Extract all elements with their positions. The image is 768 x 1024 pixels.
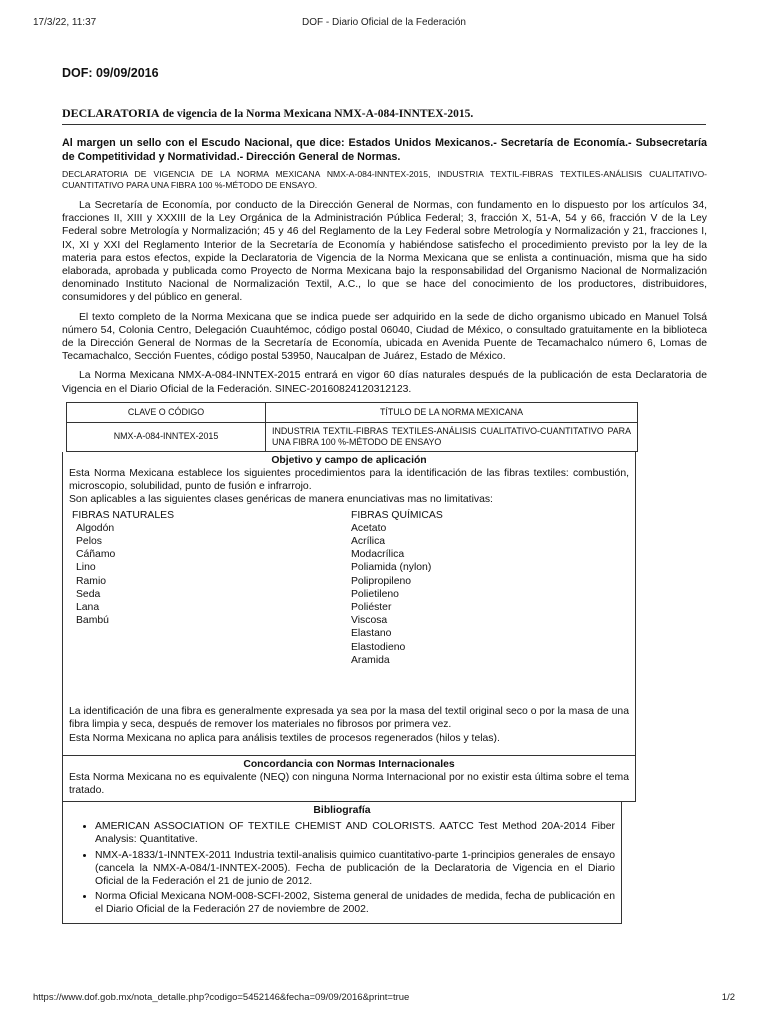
fibras-quimicas: [348, 509, 627, 667]
list-item: Acrílica: [351, 536, 386, 548]
declaratoria-rest: de vigencia de la Norma Mexicana NMX-A-084-INNTEX-2015.: [159, 108, 474, 120]
norma-table: [66, 402, 638, 452]
norma-title: INDUSTRIA TEXTIL-FIBRAS TEXTILES-ANÁLISIS CUALITATIVO-CUANTITATIVO PARA UNA FIBRA 100 %-MÉTODO DE ENSAYO: [266, 423, 638, 452]
list-item: Polietileno: [351, 588, 399, 600]
table-header-row: [67, 402, 638, 422]
paragraph: El texto completo de la Norma Mexicana que se indica puede ser adquirido en la sede de dicho organismo ubicado en Manuel Tolsá número 54, Colonia Centro, Delegación Cuauhtémoc, código postal 06040, Ciudad de México, o consultado gratuitamente en la biblioteca de la Dirección General de Normas de la Secretaría de Economía, ubicada en Avenida Puente de Tecamachalco número 6, Lomas de Tecamachalco, Sección Fuentes, código postal 53950, Naucalpan de Juárez, Estado de México.: [62, 311, 707, 363]
list-item: Bambú: [76, 615, 109, 627]
print-footer: [33, 992, 735, 1003]
list-item: Algodón: [76, 522, 115, 534]
paragraph: La Norma Mexicana NMX-A-084-INNTEX-2015 entrará en vigor 60 días naturales después de la publicación de esta Declaratoria de Vigencia en el Diario Oficial de la Federación. SINEC-20160824120312123.: [62, 370, 707, 395]
declaratoria-title: [62, 106, 706, 125]
list-item: Lana: [76, 602, 100, 614]
bibliografia-section: [62, 802, 622, 923]
list-item: Lino: [76, 562, 96, 574]
list-item: Poliéster: [351, 602, 392, 614]
bibliografia-list: [69, 820, 615, 916]
list-item: • AMERICAN ASSOCIATION OF TEXTILE CHEMIST AND COLORISTS. AATCC Test Method 20A-2014 Fiber Analysis: Quantitative.: [95, 820, 615, 846]
quimicas-title: FIBRAS QUÍMICAS: [351, 509, 443, 521]
site-title: DOF - Diario Oficial de la Federación: [302, 17, 466, 28]
list-item: Poliamida (nylon): [351, 562, 432, 574]
objetivo-intro2: Son aplicables a las siguientes clases genéricas de manera enunciativas mas no limitativas:: [69, 494, 493, 506]
concordancia-section: [62, 756, 636, 802]
objetivo-intro: Esta Norma Mexicana establece los siguientes procedimientos para la identificación de las fibras textiles: combustión, microscopio, solubilidad, punto de fusión e infrarrojo.: [69, 468, 629, 493]
list-item: Viscosa: [351, 615, 388, 627]
list-item: • NMX-A-1833/1-INNTEX-2011 Industria textil-analisis quimico cuantitativo-parte 1-principios generales de ensayo (cancela la NMX-A-084/1-INNTEX-2005). Fecha de publicación de la Declaratoria de Vigencia en el Diario Oficial de la Federación el 21 de junio de 2012.: [95, 849, 615, 889]
margin-note: Al margen un sello con el Escudo Nacional, que dice: Estados Unidos Mexicanos.- Secretaría de Economía.- Subsecretaría de Competitividad y Normatividad.- Dirección General de Normas.: [62, 137, 707, 163]
col-header-code: CLAVE O CÓDIGO: [67, 402, 266, 422]
objetivo-section: [62, 452, 636, 756]
concordancia-heading: Concordancia con Normas Internacionales: [243, 758, 455, 770]
objetivo-note: La identificación de una fibra es generalmente expresada ya sea por la masa del textil original seco o por la masa de una fibra limpia y seca, después de remover los materiales no fibrosos por primera vez.: [69, 706, 629, 731]
declaratoria-bold: DECLARATORIA: [62, 106, 160, 120]
list-item: Seda: [76, 588, 101, 600]
dof-date: DOF: 09/09/2016: [62, 66, 159, 80]
list-item: Ramio: [76, 575, 107, 587]
objetivo-note2: Esta Norma Mexicana no aplica para análisis textiles de procesos regenerados (hilos y telas).: [69, 732, 500, 744]
norma-code: NMX-A-084-INNTEX-2015: [67, 423, 266, 452]
list-item: Elastano: [351, 628, 392, 640]
list-item: Acetato: [351, 522, 387, 534]
objetivo-heading: Objetivo y campo de aplicación: [271, 455, 427, 467]
bibliografia-heading: Bibliografía: [313, 805, 371, 817]
table-row: [67, 423, 638, 452]
concordancia-text: Esta Norma Mexicana no es equivalente (NEQ) con ninguna Norma Internacional por no existir esta última sobre el tema tratado.: [69, 771, 629, 796]
list-item: Elastodieno: [351, 641, 406, 653]
paragraph: La Secretaría de Economía, por conducto de la Dirección General de Normas, con fundamento en lo dispuesto por los artículos 34, fracciones II, XIII y XXXIII de la Ley Orgánica de la Administración Pública Federal; 3, fracción X, 51-A, 54 y 66, fracción V de la Ley Federal sobre Metrología y Normalización; 45 y 46 del Reglamento de la Ley Federal sobre Metrología y Normalización y 21, fracciones I, IX, XI y XXI del Reglamento Interior de la Secretaría de Economía y habiéndose satisfecho el procedimiento previsto por la ley de la materia para estos efectos, expide la Declaratoria de Vigencia de la Norma Mexicana que se enlista a continuación, misma que ha sido elaborada, aprobada y publicada como Proyecto de Norma Mexicana bajo la responsabilidad del Organismo Nacional de Normalización denominado Instituto Nacional de Normalización Textil, A.C., lo que se hace del conocimiento de los productores, distribuidores, consumidores y del público en general.: [62, 200, 707, 304]
list-item: Pelos: [76, 536, 102, 548]
col-header-title: TÍTULO DE LA NORMA MEXICANA: [266, 402, 638, 422]
print-date: 17/3/22, 11:37: [33, 17, 97, 28]
document-body: [62, 136, 707, 924]
list-item: Cáñamo: [76, 549, 116, 561]
fibras-naturales: [69, 509, 348, 667]
list-item: Polipropileno: [351, 575, 412, 587]
list-item: Modacrílica: [351, 549, 405, 561]
list-item: Aramida: [351, 654, 390, 666]
fibras-columns: [69, 509, 629, 667]
page-number: 1/2: [721, 992, 735, 1003]
list-item: • Norma Oficial Mexicana NOM-008-SCFI-2002, Sistema general de unidades de medida, fecha de publicación en el Diario Oficial de la Federación 27 de noviembre de 2002.: [95, 890, 615, 916]
subtitle: DECLARATORIA DE VIGENCIA DE LA NORMA MEXICANA NMX-A-084-INNTEX-2015, INDUSTRIA TEXTIL-FIBRAS TEXTILES-ANÁLISIS CUALITATIVO-CUANTITATIVO PARA UNA FIBRA 100 %-MÉTODO DE ENSAYO.: [62, 169, 707, 190]
naturales-title: FIBRAS NATURALES: [72, 509, 175, 521]
page-url: https://www.dof.gob.mx/nota_detalle.php?codigo=5452146&fecha=09/09/2016&print=true: [33, 992, 410, 1003]
